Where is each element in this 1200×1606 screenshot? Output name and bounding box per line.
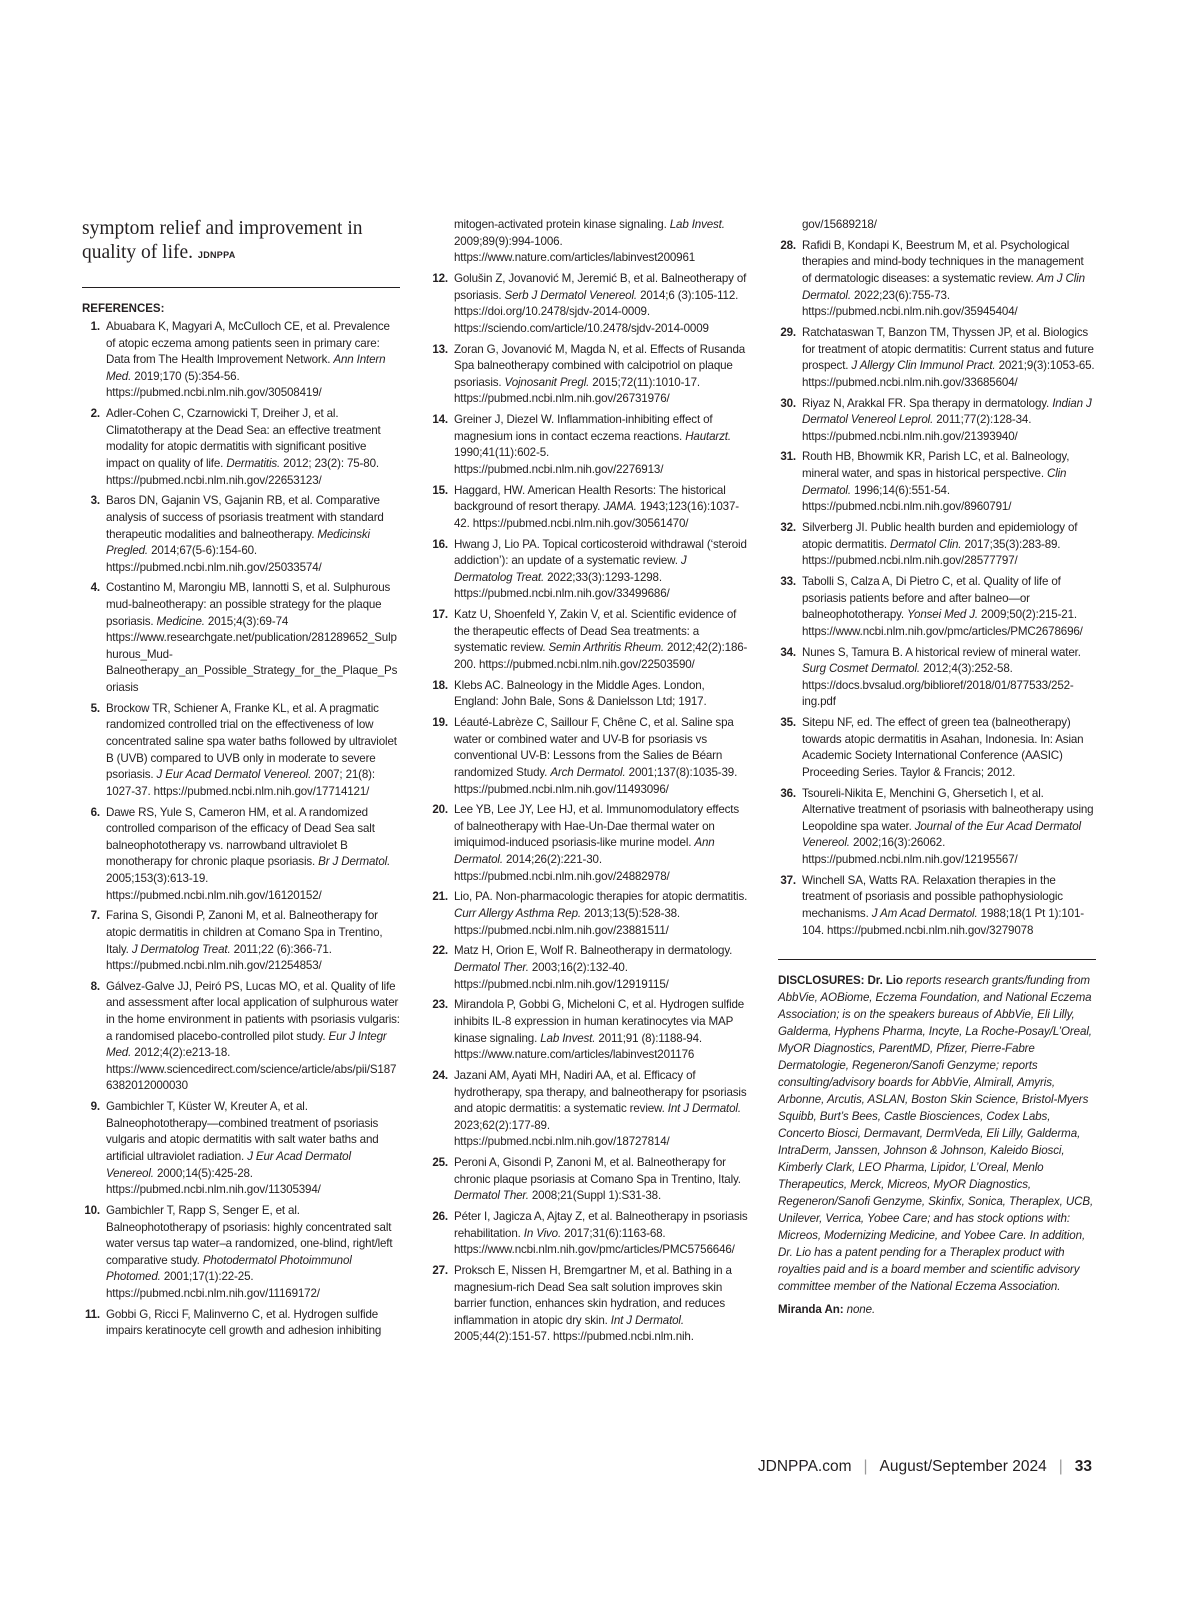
reference-citation: 2008;21(Suppl 1):S31-38. <box>531 1189 662 1203</box>
reference-text: Riyaz N, Arakkal FR. Spa therapy in dermatology. <box>802 396 1050 410</box>
reference-text: Nunes S, Tamura B. A historical review of mineral water. <box>802 645 1081 659</box>
reference-item-27-part2: gov/15689218/ <box>802 218 877 231</box>
reference-item <box>778 873 1096 939</box>
reference-item <box>778 449 1096 515</box>
reference-list-split <box>82 1307 400 1340</box>
reference-item <box>430 342 748 408</box>
reference-citation: 1990;41(11):602-5. https://pubmed.ncbi.nlm.nih.gov/2276913/ <box>454 446 664 476</box>
reference-text: Gálvez-Galve JJ, Peiró PS, Lucas MO, et al. Quality of life and assessment after local application of sulphurous water in the home environment in patients with psoriasis vulgaris: a randomised placebo-controlled pilot study. <box>106 979 400 1043</box>
reference-journal: Curr Allergy Asthma Rep. <box>454 907 581 921</box>
reference-citation: 2013;13(5):528-38. https://pubmed.ncbi.nlm.nih.gov/23881511/ <box>454 907 680 937</box>
reference-number: 31. <box>780 450 796 464</box>
reference-journal: Semin Arthritis Rheum. <box>548 641 664 655</box>
reference-citation: 1943;123(16):1037-42. https://pubmed.ncbi.nlm.nih.gov/30561470/ <box>454 500 739 530</box>
reference-number: 3. <box>90 494 100 508</box>
reference-number: 32. <box>780 521 796 535</box>
reference-journal: Eur J Integr Med. <box>106 1029 387 1060</box>
closing-sentence: symptom relief and improvement in quality of life. <box>82 218 363 263</box>
reference-number: 34. <box>780 645 796 659</box>
references-heading: REFERENCES: <box>82 303 165 315</box>
reference-citation: 2017;35(3):283-89. https://pubmed.ncbi.nlm.nih.gov/28577797/ <box>802 537 1061 568</box>
reference-list <box>82 319 400 1303</box>
page-footer <box>758 1458 1092 1476</box>
reference-item <box>778 325 1096 391</box>
reference-number: 35. <box>780 716 796 730</box>
reference-number: 6. <box>90 805 100 819</box>
reference-journal: J Dermatolog Treat. <box>131 942 231 956</box>
reference-item <box>82 908 400 974</box>
reference-journal: Br J Dermatol. <box>318 855 391 869</box>
reference-journal: Clin Dermatol. <box>802 467 1067 497</box>
footer-separator: | <box>1058 1458 1063 1475</box>
reference-number: 28. <box>780 238 796 252</box>
reference-number: 19. <box>432 716 448 730</box>
column-3 <box>778 217 1096 1318</box>
reference-citation: 2014;67(5-6):154-60. https://pubmed.ncbi.nlm.nih.gov/25033574/ <box>106 544 322 574</box>
reference-citation: 1988;18(1 Pt 1):101-104. https://pubmed.ncbi.nlm.nih.gov/3279078 <box>802 907 1084 937</box>
reference-citation: 2023;62(2):177-89. https://pubmed.ncbi.nlm.nih.gov/18727814/ <box>454 1118 670 1149</box>
reference-citation: 2012;4(3):252-58. https://docs.bvsalud.org/biblioref/2018/01/877533/252-ing.pdf <box>802 662 1074 709</box>
reference-citation: 2011;91 (8):1188-94. https://www.nature.com/articles/labinvest201176 <box>454 1031 702 1062</box>
reference-journal: Medicine. <box>156 614 205 628</box>
reference-citation: 2005;153(3):613-19. https://pubmed.ncbi.nlm.nih.gov/16120152/ <box>106 871 322 902</box>
reference-journal: Ann Dermatol. <box>454 836 715 867</box>
reference-item <box>778 574 1096 640</box>
reference-text: Farina S, Gisondi P, Zanoni M, et al. Balneotherapy for atopic dermatitis in children at Comano Spa in Trentino, Italy. <box>106 909 383 956</box>
reference-item <box>430 412 748 478</box>
reference-item <box>778 520 1096 570</box>
reference-item <box>82 580 400 696</box>
reference-number: 24. <box>432 1068 448 1082</box>
reference-text: Gambichler T, Rapp S, Senger E, et al. Balneophototherapy of psoriasis: highly concentrated salt water versus tap water–a randomized, one-blind, right/left comparative study. <box>106 1203 393 1267</box>
reference-number: 8. <box>90 979 100 993</box>
reference-number: 13. <box>432 342 448 356</box>
reference-journal: J Allergy Clin Immunol Pract. <box>851 359 996 373</box>
reference-citation: 2012; 23(2): 75-80. https://pubmed.ncbi.nlm.nih.gov/22653123/ <box>106 456 379 487</box>
reference-list-cont <box>778 217 1096 234</box>
reference-item <box>778 786 1096 869</box>
reference-citation: 2021;9(3):1053-65. https://pubmed.ncbi.nlm.nih.gov/33685604/ <box>802 359 1095 389</box>
reference-text: Mirandola P, Gobbi G, Micheloni C, et al. Hydrogen sulfide inhibits IL-8 expression in human keratinocytes via MAP kinase signaling. <box>454 998 745 1045</box>
article-closing-text <box>82 217 400 267</box>
reference-citation: 2019;170 (5):354-56. https://pubmed.ncbi.nlm.nih.gov/30508419/ <box>106 369 322 400</box>
reference-number: 37. <box>780 873 796 887</box>
reference-journal: J Eur Acad Dermatol Venereol. <box>106 1150 351 1180</box>
reference-number: 29. <box>780 325 796 339</box>
reference-item-11-part1: 11. Gobbi G, Ricci F, Malinverno C, et al. Hydrogen sulfide impairs keratinocyte cell growth and adhesion inhibiting <box>84 1307 382 1338</box>
reference-text: Gambichler T, Küster W, Kreuter A, et al. Balneophototherapy—combined treatment of psoriasis vulgaris and atopic dermatitis with salt water baths and artificial ultraviolet radiation. <box>106 1100 379 1163</box>
reference-citation: 2011;22 (6):366-71. https://pubmed.ncbi.nlm.nih.gov/21254853/ <box>106 942 332 973</box>
reference-citation: 2007; 21(8): 1027-37. https://pubmed.ncbi.nlm.nih.gov/17714121/ <box>106 768 375 798</box>
reference-citation: 2022;23(6):755-73. https://pubmed.ncbi.nlm.nih.gov/35945404/ <box>802 288 1018 319</box>
reference-citation: 2001;137(8):1035-39. https://pubmed.ncbi.nlm.nih.gov/11493096/ <box>454 765 738 796</box>
reference-text: Adler-Cohen C, Czarnowicki T, Dreiher J, et al. Climatotherapy at the Dead Sea: an effective treatment modality for atopic dermatitis with significant positive impact on quality of life. <box>106 407 381 470</box>
reference-text: Lio, PA. Non-pharmacologic therapies for atopic dermatitis. <box>454 890 748 904</box>
disclosures <box>778 972 1096 1295</box>
reference-item <box>82 319 400 402</box>
reference-journal: Yonsei Med J. <box>907 608 978 622</box>
disclosures-divider <box>778 959 1096 960</box>
reference-item <box>430 537 748 603</box>
reference-journal: Surg Cosmet Dermatol. <box>802 662 920 676</box>
reference-number: 21. <box>432 890 448 904</box>
reference-journal: Serb J Dermatol Venereol. <box>504 288 637 302</box>
reference-list-cont <box>430 217 748 267</box>
reference-item-11-part2: mitogen-activated protein kinase signaling. Lab Invest. 2009;89(9):994-1006. https://www.nature.com/articles/labinvest200961 <box>454 218 725 265</box>
reference-journal: Ann Intern Med. <box>106 353 386 383</box>
reference-citation: 2011;77(2):128-34. https://pubmed.ncbi.nlm.nih.gov/21393940/ <box>802 413 1032 443</box>
column-1 <box>82 217 400 1344</box>
reference-item <box>82 406 400 489</box>
reference-journal: Indian J Dermatol Venereol Leprol. <box>802 396 1092 427</box>
disclosures-label: DISCLOSURES: <box>778 974 865 988</box>
footer-separator: | <box>863 1458 868 1475</box>
reference-citation: 2015;72(11):1010-17. https://pubmed.ncbi.nlm.nih.gov/26731976/ <box>454 375 700 406</box>
reference-journal: Vojnosanit Pregl. <box>504 375 590 389</box>
reference-item <box>430 1209 748 1259</box>
reference-text: Dawe RS, Yule S, Cameron HM, et al. A randomized controlled comparison of the efficacy of Dead Sea salt balneophototherapy vs. narrowband ultraviolet B monotherapy for chronic plaque psoriasis. <box>106 805 375 869</box>
reference-text: Zoran G, Jovanović M, Magda N, et al. Effects of Rusanda Spa balneotherapy combined with calcipotriol on plaque psoriasis. <box>454 342 746 389</box>
reference-item <box>778 396 1096 446</box>
reference-item <box>82 1203 400 1303</box>
reference-item <box>430 607 748 673</box>
reference-text: Silverberg JI. Public health burden and epidemiology of atopic dermatitis. <box>802 521 1078 551</box>
reference-number: 16. <box>432 537 448 551</box>
reference-citation: 2009;50(2):215-21. https://www.ncbi.nlm.nih.gov/pmc/articles/PMC2678696/ <box>802 608 1083 638</box>
reference-item <box>82 979 400 1095</box>
reference-number: 30. <box>780 396 796 410</box>
page-number: 33 <box>1074 1458 1092 1475</box>
reference-number: 26. <box>432 1210 448 1224</box>
reference-journal: Medicinski Pregled. <box>106 527 370 558</box>
reference-text: Jazani AM, Ayati MH, Nadiri AA, et al. Efficacy of hydrotherapy, spa therapy, and balneotherapy for psoriasis and atopic dermatitis: a systematic review. <box>454 1068 747 1116</box>
reference-journal: Photodermatol Photoimmunol Photomed. <box>106 1253 352 1284</box>
reference-number: 14. <box>432 413 448 427</box>
footer-site: JDNPPA.com <box>757 1458 852 1475</box>
reference-journal: In Vivo. <box>523 1226 562 1240</box>
reference-number: 25. <box>432 1156 448 1170</box>
reference-journal: Int J Dermatol. <box>667 1102 741 1116</box>
end-mark: JDNPPA <box>197 250 236 260</box>
reference-item-27-part1: 27. Proksch E, Nissen H, Bremgartner M, et al. Bathing in a magnesium-rich Dead Sea salt solution improves skin barrier function, enhances skin hydration, and reduces inflammation in atopic dry skin. Int J Dermatol. 2005;44(2):151-57. https://pubmed.ncbi.nlm.nih. <box>432 1264 732 1344</box>
reference-number: 12. <box>432 271 448 285</box>
reference-item <box>430 889 748 939</box>
disclosures-second <box>778 1301 1096 1318</box>
reference-item <box>430 1155 748 1205</box>
reference-text: Winchell SA, Watts RA. Relaxation therapies in the treatment of psoriasis and possible pathophysiologic mechanisms. <box>802 873 1063 921</box>
reference-text: Tsoureli-Nikita E, Menchini G, Ghersetich I, et al. Alternative treatment of psoriasis with balneotherapy using Leopoldine spa water. <box>802 786 1094 833</box>
reference-text: Peroni A, Gisondi P, Zanoni M, et al. Balneotherapy for chronic plaque psoriasis at Comano Spa in Trentino, Italy. <box>454 1156 741 1186</box>
reference-citation: 2022;33(3):1293-1298. https://pubmed.ncbi.nlm.nih.gov/33499686/ <box>454 570 670 601</box>
reference-item <box>430 483 748 533</box>
reference-item <box>430 802 748 885</box>
reference-journal: Arch Dermatol. <box>550 765 626 779</box>
reference-journal: J Dermatolog Treat. <box>454 554 687 584</box>
reference-number: 22. <box>432 944 448 958</box>
reference-text: Brockow TR, Schiener A, Franke KL, et al. A pragmatic randomized controlled trial on the effectiveness of low concentrated saline spa water baths followed by ultraviolet B (UVB) compared to UVB only in moderate to severe psoriasis. <box>106 701 397 782</box>
reference-journal: Am J Clin Dermatol. <box>802 271 1085 302</box>
reference-journal: J Eur Acad Dermatol Venereol. <box>156 768 312 782</box>
reference-text: Léauté-Labrèze C, Saillour F, Chêne C, et al. Saline spa water or combined water and UV-B for psoriasis vs conventional UV-B: Lessons from the Salies de Béarn randomized Study. <box>454 716 734 779</box>
reference-number: 33. <box>780 575 796 588</box>
reference-number: 2. <box>90 407 100 421</box>
reference-item <box>430 678 748 711</box>
reference-journal: Dermatitis. <box>226 456 281 470</box>
reference-citation: 2014;26(2):221-30. https://pubmed.ncbi.nlm.nih.gov/24882978/ <box>454 853 670 883</box>
reference-citation: 2001;17(1):22-25. https://pubmed.ncbi.nlm.nih.gov/11169172/ <box>106 1270 320 1300</box>
disclosure-name: Dr. Lio <box>867 974 903 988</box>
reference-text: Costantino M, Marongiu MB, Iannotti S, et al. Sulphurous mud-balneotherapy: an possible strategy for the plaque psoriasis. <box>106 581 391 628</box>
reference-text: Tabolli S, Calza A, Di Pietro C, et al. Quality of life of psoriasis patients before and after balneo—or balneophototherapy. <box>802 575 1061 622</box>
reference-citation: 2014;6 (3):105-112. https://doi.org/10.2478/sjdv-2014-0009. https://sciendo.com/article/10.2478/sjdv-2014-0009 <box>454 288 739 335</box>
reference-item <box>430 271 748 337</box>
reference-item <box>778 238 1096 321</box>
reference-number: 9. <box>90 1100 100 1114</box>
reference-text: Baros DN, Gajanin VS, Gajanin RB, et al. Comparative analysis of success of psoriasis treatment with standard therapeutic modalities and balneotherapy. <box>106 494 384 541</box>
reference-number: 7. <box>90 909 100 923</box>
reference-number: 18. <box>432 678 448 692</box>
reference-citation: 2012;4(2):e213-18. https://www.sciencedirect.com/science/article/abs/pii/S1876382012000030 <box>106 1046 397 1093</box>
reference-number: 36. <box>780 786 796 800</box>
reference-citation: 2015;4(3):69-74 https://www.researchgate.net/publication/281289652_Sulphurous_Mud-Balneotherapy_an_Possible_Strategy_for_the_Plaque_Psoriasis <box>106 614 398 695</box>
reference-text: Golušin Z, Jovanović M, Jeremić B, et al. Balneotherapy of psoriasis. <box>454 271 747 302</box>
reference-text: Greiner J, Diezel W. Inflammation-inhibiting effect of magnesium ions in contact eczema reactions. <box>454 413 713 443</box>
reference-item <box>82 1099 400 1199</box>
reference-citation: 2003;16(2):132-40. https://pubmed.ncbi.nlm.nih.gov/12919115/ <box>454 961 669 991</box>
reference-number: 5. <box>90 701 100 715</box>
footer-issue: August/September 2024 <box>879 1458 1047 1475</box>
reference-journal: Journal of the Eur Acad Dermatol Venereol. <box>802 819 1081 850</box>
reference-text: Lee YB, Lee JY, Lee HJ, et al. Immunomodulatory effects of balneotherapy with Hae-Un-Dae thermal water on imiquimod-induced psoriasis-like murine model. <box>454 803 739 850</box>
reference-item <box>430 715 748 798</box>
reference-text: Abuabara K, Magyari A, McCulloch CE, et al. Prevalence of atopic eczema among patients seen in primary care: Data from The Health Improvement Network. <box>106 320 390 367</box>
reference-number: 4. <box>90 581 100 595</box>
reference-number: 17. <box>432 608 448 622</box>
disclosure-name-2: Miranda An: <box>778 1303 844 1317</box>
reference-number: 20. <box>432 803 448 817</box>
reference-citation: 2017;31(6):1163-68. https://www.ncbi.nlm.nih.gov/pmc/articles/PMC5756646/ <box>454 1226 735 1257</box>
reference-item <box>778 645 1096 711</box>
disclosure-text-2: none. <box>846 1303 876 1317</box>
reference-text: Hwang J, Lio PA. Topical corticosteroid withdrawal (‘steroid addiction’): an update of a systematic review. <box>454 537 747 568</box>
reference-journal: Dermatol Clin. <box>890 537 962 551</box>
reference-number: 10. <box>84 1203 100 1217</box>
reference-item <box>430 943 748 993</box>
reference-citation: 2012;42(2):186-200. https://pubmed.ncbi.nlm.nih.gov/22503590/ <box>454 641 748 671</box>
reference-text: Péter I, Jagicza A, Ajtay Z, et al. Balneotherapy in psoriasis rehabilitation. <box>454 1210 748 1240</box>
disclosure-text: reports research grants/funding from AbbVie, AOBiome, Eczema Foundation, and National Eczema Association; is on the speakers bureaus of AbbVie, Eli Lilly, Galderma, Hyphens Pharma, Incyte, La Roche-Posay/L’Oreal, MyOR Diagnostics, ParentMD, Pfizer, Pierre-Fabre Dermatologie, Regeneron/Sanofi Genzyme; reports consulting/advisory boards for AbbVie, Almirall, Amyris, Arbonne, Arcutis, ASLAN, Boston Skin Science, Bristol-Myers Squibb, Burt’s Bees, Castle Biosciences, Codex Labs, Concerto Biosci, Dermavant, DermVeda, Eli Lilly, Galderma, IntraDerm, Janssen, Johnson & Johnson, Kaleido Biosci, Kimberly Clark, LEO Pharma, Lipidor, L’Oreal, Menlo Therapeutics, Merck, Micreos, MyOR Diagnostics, Regeneron/Sanofi Genzyme, Skinfix, Sonica, Theraplex, UCB, Unilever, Verrica, Yobee Care; and has stock options with: Micreos, Modernizing Medicine, and Yobee Care. In addition, Dr. Lio has a patent pending for a Theraplex product with royalties paid and is a board member and scientific advisory committee member of the National Eczema Association. <box>778 974 1094 1294</box>
reference-citation: 2000;14(5):425-28. https://pubmed.ncbi.nlm.nih.gov/11305394/ <box>106 1166 321 1197</box>
reference-journal: JAMA. <box>603 500 637 514</box>
reference-text: Klebs AC. Balneology in the Middle Ages. London, England: John Bale, Sons & Danielsson Ltd; 1917. <box>454 678 707 709</box>
reference-number: 1. <box>90 320 100 333</box>
reference-citation: 2002;16(3):26062. https://pubmed.ncbi.nlm.nih.gov/12195567/ <box>802 836 1018 867</box>
reference-text: Haggard, HW. American Health Resorts: The historical background of resort therapy. <box>454 483 726 514</box>
reference-item <box>430 1068 748 1151</box>
reference-journal: J Am Acad Dermatol. <box>871 907 978 921</box>
reference-text: Katz U, Shoenfeld Y, Zakin V, et al. Scientific evidence of the therapeutic effects of Dead Sea treatments: a systematic review. <box>454 608 737 655</box>
reference-journal: Dermatol Ther. <box>454 961 529 974</box>
reference-number: 15. <box>432 483 448 497</box>
reference-citation: 1996;14(6):551-54. https://pubmed.ncbi.nlm.nih.gov/8960791/ <box>802 483 1012 514</box>
reference-list-split <box>430 1263 748 1346</box>
column-2 <box>430 217 748 1350</box>
reference-item <box>430 997 748 1063</box>
reference-item <box>778 715 1096 781</box>
reference-journal: Hautarzt. <box>685 429 731 443</box>
reference-text: Ratchataswan T, Banzon TM, Thyssen JP, et al. Biologics for treatment of atopic dermatitis: Current status and future prospect. <box>802 325 1094 373</box>
reference-text: Sitepu NF, ed. The effect of green tea (balneotherapy) towards atopic dermatitis in Asahan, Indonesia. In: Asian Academic Society International Conference (AASIC) Proceeding Series. Taylor & Francis; 2012. <box>802 716 1084 779</box>
reference-journal: Dermatol Ther. <box>454 1189 529 1203</box>
reference-item <box>82 701 400 801</box>
reference-item <box>82 493 400 576</box>
reference-number: 23. <box>432 998 448 1012</box>
reference-list <box>430 271 748 1259</box>
reference-journal: Lab Invest. <box>540 1031 596 1045</box>
reference-text: Rafidi B, Kondapi K, Beestrum M, et al. Psychological therapies and mind-body techniques in the management of dermatologic diseases: a systematic review. <box>802 238 1084 285</box>
reference-list <box>778 238 1096 939</box>
reference-item <box>82 805 400 905</box>
reference-text: Matz H, Orion E, Wolf R. Balneotherapy in dermatology. <box>454 944 733 958</box>
reference-text: Routh HB, Bhowmik KR, Parish LC, et al. Balneology, mineral water, and spas in historical perspective. <box>802 450 1070 481</box>
section-divider <box>82 287 400 288</box>
